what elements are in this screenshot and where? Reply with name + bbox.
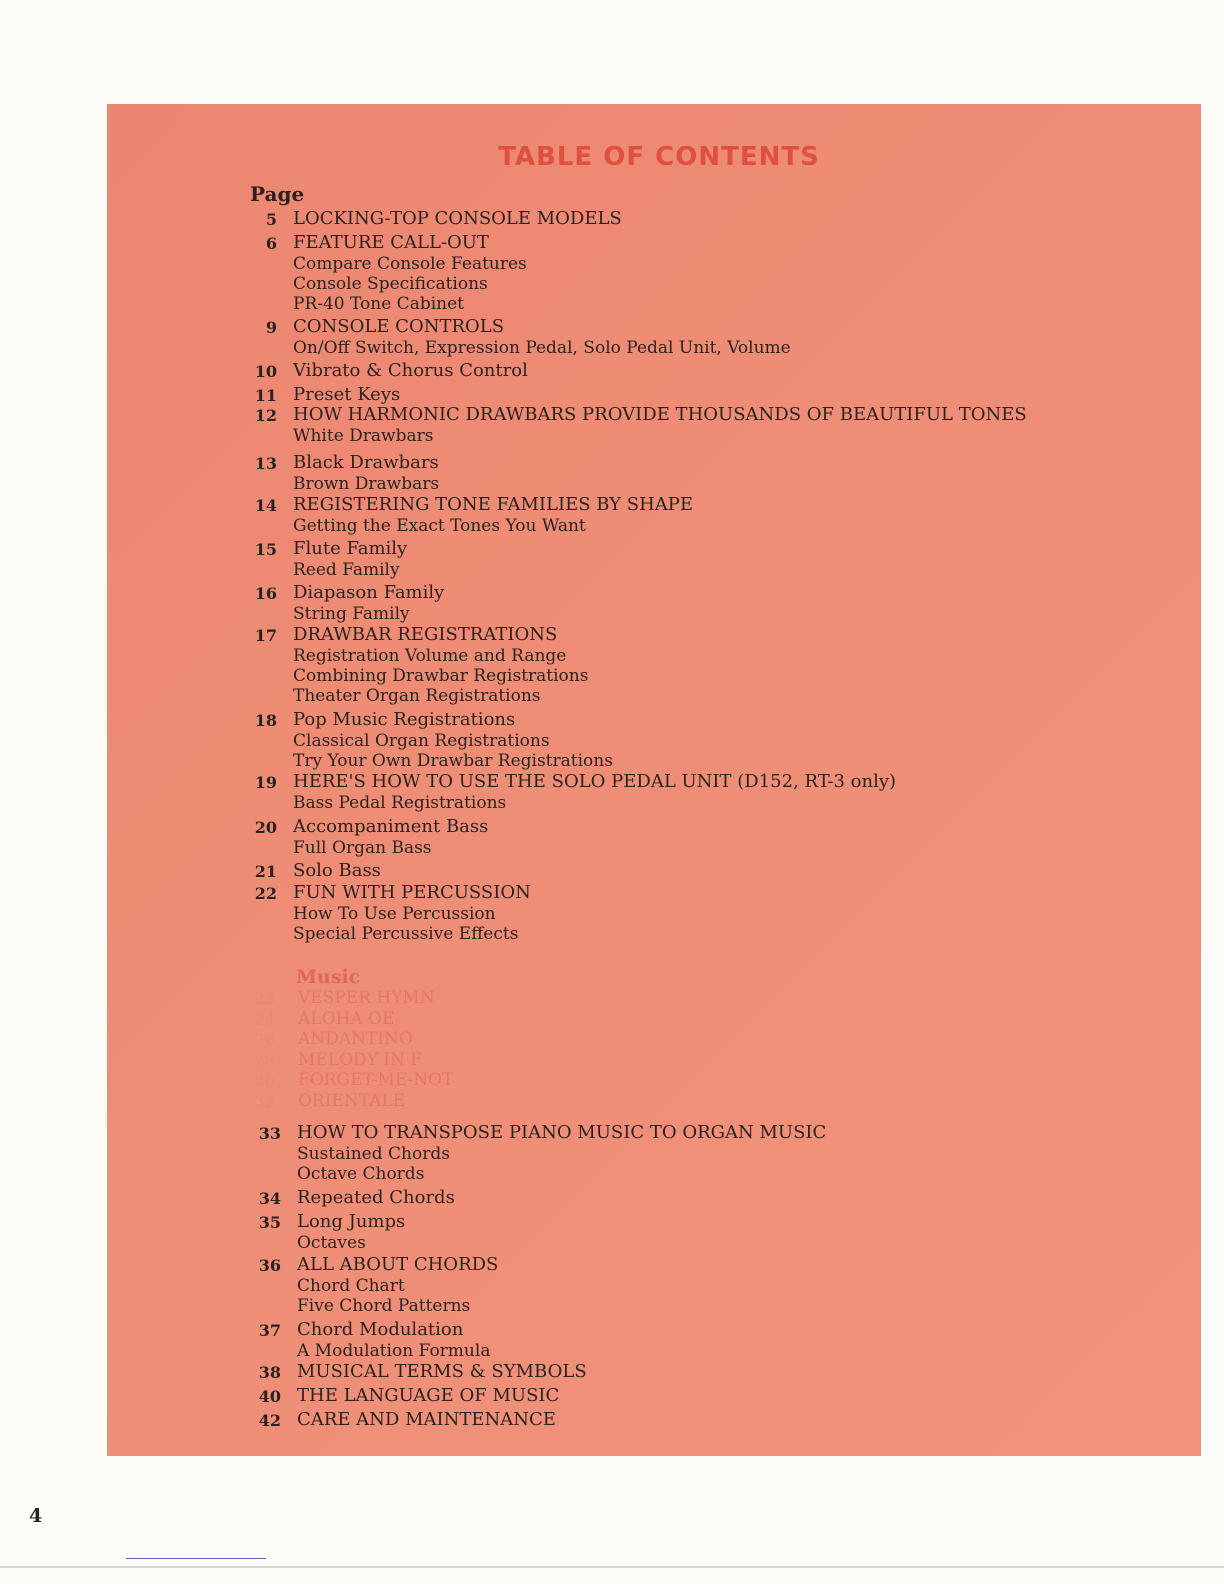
entry-page-number: 12 — [254, 406, 277, 425]
entry-subheading: Octaves — [297, 1233, 366, 1253]
entry-subheading: Classical Organ Registrations — [293, 731, 550, 751]
entry-page-number: 15 — [254, 540, 277, 559]
music-page-number: 28 — [254, 1050, 275, 1070]
entry-subheading: Reed Family — [293, 560, 400, 580]
entry-page-number: 17 — [254, 626, 277, 645]
music-title: FORGET-ME-NOT — [298, 1070, 454, 1090]
entry-heading: Preset Keys — [293, 384, 401, 405]
entry-page-number: 21 — [254, 862, 277, 881]
entry-subheading: Sustained Chords — [297, 1144, 450, 1164]
entry-heading: Solo Bass — [293, 860, 381, 881]
entry-heading: MUSICAL TERMS & SYMBOLS — [297, 1361, 587, 1382]
entry-heading: DRAWBAR REGISTRATIONS — [293, 624, 558, 645]
entry-subheading: Console Specifications — [293, 274, 488, 294]
entry-heading: Flute Family — [293, 538, 408, 559]
entry-page-number: 33 — [258, 1124, 281, 1143]
page-title: TABLE OF CONTENTS — [498, 142, 820, 172]
entry-page-number: 20 — [254, 818, 277, 837]
entry-page-number: 9 — [265, 318, 277, 337]
entry-page-number: 22 — [254, 884, 277, 903]
entry-heading: THE LANGUAGE OF MUSIC — [297, 1385, 560, 1406]
entry-page-number: 19 — [254, 773, 277, 792]
entry-heading: Accompaniment Bass — [293, 816, 489, 837]
music-page-number: 32 — [254, 1091, 275, 1111]
entry-heading: ALL ABOUT CHORDS — [297, 1254, 499, 1275]
music-section-label: Music — [296, 966, 361, 988]
music-title: ORIENTALE — [298, 1090, 406, 1111]
music-page-number: 26 — [254, 1030, 275, 1049]
entry-heading: CARE AND MAINTENANCE — [297, 1409, 556, 1430]
contents-panel — [107, 104, 1201, 1456]
entry-subheading: Octave Chords — [297, 1164, 425, 1184]
entry-page-number: 11 — [254, 386, 277, 405]
entry-subheading: Full Organ Bass — [293, 838, 432, 858]
page-edge — [0, 1566, 1224, 1568]
entry-heading: HERE'S HOW TO USE THE SOLO PEDAL UNIT (D152, RT-3 only) — [293, 771, 897, 792]
music-title: ANDANTINO — [298, 1029, 413, 1049]
page-number: 4 — [29, 1505, 43, 1527]
entry-subheading: Try Your Own Drawbar Registrations — [293, 751, 613, 771]
entry-heading: Chord Modulation — [297, 1319, 464, 1340]
entry-page-number: 13 — [254, 454, 277, 473]
footnote-rule — [126, 1558, 266, 1559]
entry-subheading: String Family — [293, 604, 410, 624]
entry-subheading: Combining Drawbar Registrations — [293, 666, 589, 686]
entry-subheading: Bass Pedal Registrations — [293, 793, 507, 813]
music-title: MELODY IN F — [298, 1049, 423, 1070]
entry-page-number: 6 — [265, 234, 277, 253]
entry-heading: REGISTERING TONE FAMILIES BY SHAPE — [293, 494, 694, 515]
entry-page-number: 16 — [254, 584, 277, 603]
entry-page-number: 36 — [258, 1256, 281, 1275]
entry-subheading: Brown Drawbars — [293, 474, 440, 494]
entry-page-number: 38 — [258, 1363, 281, 1382]
entry-subheading: Chord Chart — [297, 1276, 405, 1296]
entry-heading: Pop Music Registrations — [293, 709, 516, 730]
entry-heading: LOCKING-TOP CONSOLE MODELS — [293, 208, 622, 229]
music-title: VESPER HYMN — [298, 988, 435, 1008]
entry-subheading: Compare Console Features — [293, 254, 527, 274]
entry-subheading: Five Chord Patterns — [297, 1296, 471, 1316]
entry-subheading: On/Off Switch, Expression Pedal, Solo Pedal Unit, Volume — [293, 338, 791, 358]
entry-heading: Vibrato & Chorus Control — [293, 360, 528, 381]
entry-heading: Black Drawbars — [293, 452, 439, 473]
entry-page-number: 10 — [254, 362, 277, 381]
entry-heading: HOW HARMONIC DRAWBARS PROVIDE THOUSANDS OF BEAUTIFUL TONES — [293, 404, 1027, 425]
entry-heading: CONSOLE CONTROLS — [293, 316, 505, 337]
page-column-label: Page — [250, 182, 305, 206]
entry-heading: Long Jumps — [297, 1211, 406, 1232]
music-page-number: 30 — [254, 1071, 275, 1090]
entry-page-number: 14 — [254, 496, 277, 515]
entry-page-number: 40 — [258, 1387, 281, 1406]
entry-page-number: 5 — [265, 210, 277, 229]
music-page-number: 23 — [254, 989, 275, 1008]
entry-subheading: Special Percussive Effects — [293, 924, 519, 944]
entry-page-number: 18 — [254, 711, 277, 730]
entry-subheading: A Modulation Formula — [297, 1341, 491, 1361]
entry-page-number: 34 — [258, 1189, 281, 1208]
entry-page-number: 42 — [258, 1411, 281, 1430]
music-title: ALOHA OE — [298, 1008, 395, 1029]
entry-subheading: White Drawbars — [293, 426, 434, 446]
entry-page-number: 37 — [258, 1321, 281, 1340]
entry-subheading: Getting the Exact Tones You Want — [293, 516, 586, 536]
entry-heading: FEATURE CALL-OUT — [293, 232, 489, 253]
music-page-number: 24 — [254, 1009, 275, 1029]
entry-heading: Repeated Chords — [297, 1187, 455, 1208]
entry-subheading: Theater Organ Registrations — [293, 686, 541, 706]
entry-subheading: Registration Volume and Range — [293, 646, 567, 666]
entry-heading: FUN WITH PERCUSSION — [293, 882, 531, 903]
entry-subheading: PR-40 Tone Cabinet — [293, 294, 464, 314]
entry-page-number: 35 — [258, 1213, 281, 1232]
entry-heading: HOW TO TRANSPOSE PIANO MUSIC TO ORGAN MUSIC — [297, 1122, 827, 1143]
entry-heading: Diapason Family — [293, 582, 445, 603]
entry-subheading: How To Use Percussion — [293, 904, 496, 924]
